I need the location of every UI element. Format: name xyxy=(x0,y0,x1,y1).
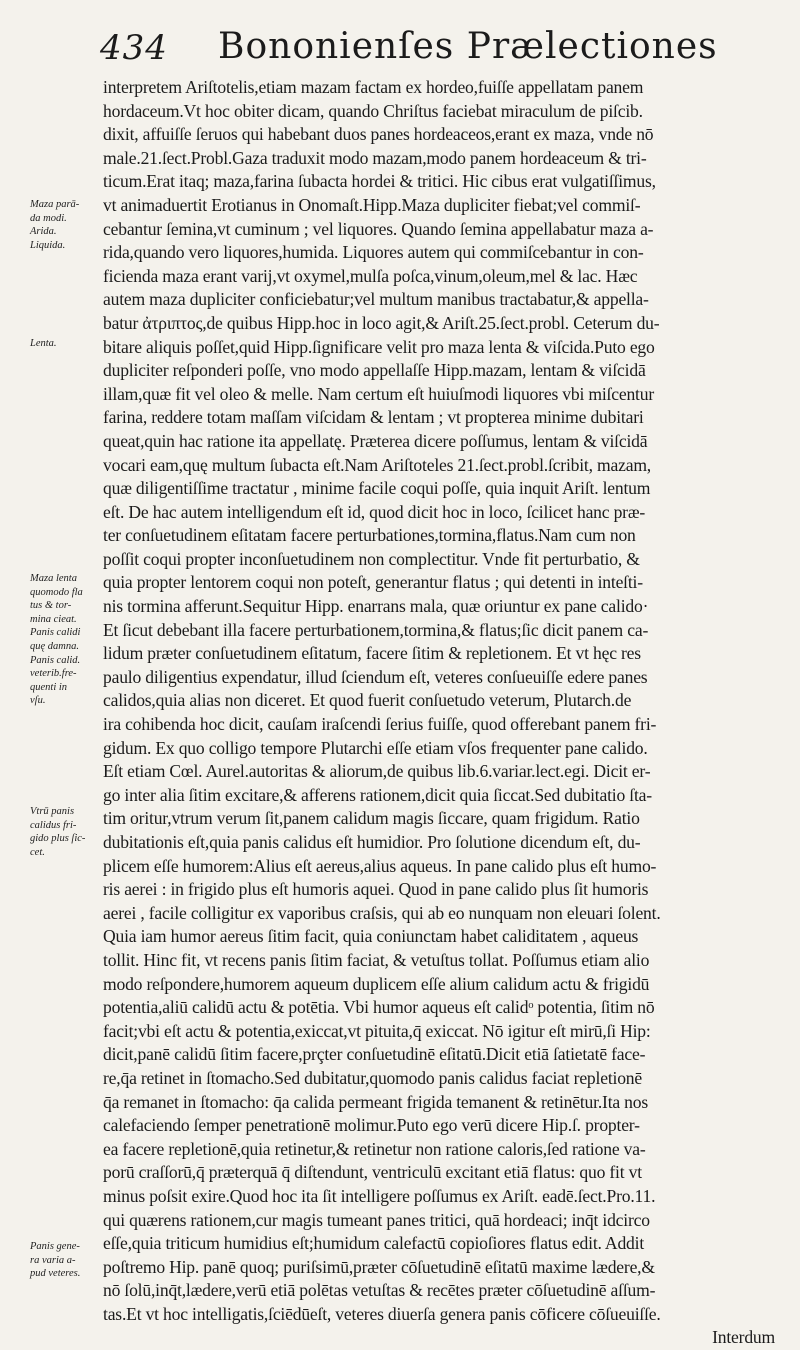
text-line: illam,quæ fit vel oleo & melle. Nam certum eſt huiuſmodi liquores vbi miſcentur xyxy=(103,383,654,404)
margin-note-line: Maza parā- xyxy=(30,199,80,210)
text-line: calefaciendo ſemper penetrationē molimur.Puto ego verū dicere Hip.ſ. propter- xyxy=(103,1115,640,1136)
text-line: rida,quando vero liquores,humida. Liquores autem qui commiſcebantur in con- xyxy=(103,242,644,263)
text-line: tollit. Hinc fit, vt recens panis ſitim faciat, & vetuſtus tollat. Poſſumus etiam alio xyxy=(103,949,650,970)
text-line: ea facere repletionē,quia retinetur,& retinetur non ratione caloris,ſed ratione va- xyxy=(103,1138,646,1159)
text-line: cebantur ſemina,vt cuminum ; vel liquores. Quando ſemina appellabatur maza a- xyxy=(103,218,654,239)
margin-note-line: Arida. xyxy=(30,226,57,238)
text-line: ira cohibenda hoc dicit, cauſam iraſcendi ſerius fuiſſe, quod offerebant panem fri- xyxy=(103,714,657,735)
margin-note-line: Liquida. xyxy=(30,239,66,251)
text-line: dupliciter reſponderi poſſe, vno modo appellaſſe Hipp.mazam, lentam & viſcidā xyxy=(103,360,646,381)
text-line: Et ſicut debebant illa facere perturbationem,tormina,& flatus;ſic dicit panem ca- xyxy=(103,619,649,640)
text-line: farina, reddere totam maſſam viſcidam & lentam ; vt propterea minime dubitari xyxy=(103,407,644,428)
text-line: ris aerei : in frigido plus eſt humoris aquei. Quod in pane calido plus ſit humoris xyxy=(103,879,649,900)
text-line: paulo diligentius expendatur, illud ſciendum eſt, veteres conſueuiſſe edere panes xyxy=(103,666,648,687)
catchword: Interdum xyxy=(712,1327,775,1348)
margin-note-line: quenti in xyxy=(30,681,68,693)
text-line: quæ diligentiſſime tractatur , minime facile coqui poſſe, quia inquit Ariſt. lentum xyxy=(103,478,651,499)
text-line: eſſe,quia triticum humidius eſt;humidum calefactū copioſiores flatus edit. Addit xyxy=(103,1233,645,1254)
margin-note-vtrum-panis xyxy=(30,805,98,859)
text-line: bitare aliquis poſſet,quid Hipp.ſignificare velit pro maza lenta & viſcida.Puto ego xyxy=(103,336,655,357)
text-line: aerei , facile colligitur ex vaporibus craſsis, qui ab eo nunquam non eleuari ſolent. xyxy=(103,902,661,923)
text-line: poſtremo Hip. panē quoq; puriſsimū,præter cōſuetudinē eſitatū maxime lædere,& xyxy=(103,1256,655,1277)
text-line: vocari eam,quę multum ſubacta eſt.Nam Ariſtoteles 21.ſect.probl.ſcribit, mazam, xyxy=(103,454,651,475)
margin-note-line: da modi. xyxy=(30,212,67,224)
page-number: 434 xyxy=(100,28,168,68)
margin-note-lenta xyxy=(30,337,98,351)
margin-note-line: gido plus ſic- xyxy=(30,833,86,845)
text-line: hordaceum.Vt hoc obiter dicam, quando Chriſtus faciebat miraculum de piſcib. xyxy=(103,100,643,121)
text-line: poſſit coqui propter inconſuetudinem non complectitur. Vnde fit perturbatio, & xyxy=(103,548,640,569)
text-line: ficienda maza erant varij,vt oxymel,mulſa poſca,vinum,oleum,mel & lac. Hæc xyxy=(103,265,638,286)
text-line: minus poſsit exire.Quod hoc ita ſit intelligere poſſumus ex Ariſt. eadē.ſect.Pro.11. xyxy=(103,1185,656,1206)
page-header xyxy=(100,22,780,74)
text-line: vt animaduertit Erotianus in Onomaſt.Hipp.Maza dupliciter fiebat;vel commiſ- xyxy=(103,194,641,215)
margin-note-maza-parandae xyxy=(30,198,98,252)
text-line: go inter alia ſitim excitare,& afferens rationem,dicit quia ſiccat.Sed dubitatio ſta- xyxy=(103,784,652,805)
text-line: queat,quin hac ratione ita appellatę. Præterea dicere poſſumus, lentam & viſcidā xyxy=(103,430,648,451)
text-line: calidos,quia alias non diceret. Et quod fuerit conſuetudo veterum, Plutarch.de xyxy=(103,690,632,711)
main-text-block xyxy=(103,76,783,1350)
text-line: porū craſſorū,q̄ præterquā q̄ diſtendunt, ventriculū excitant etiā flatus: quo fit vt xyxy=(103,1162,642,1183)
text-line: dicit,panē calidū ſitim facere,prçter conſuetudinē eſitatū.Dicit etiā ſatietatē face- xyxy=(103,1044,646,1065)
text-line: q̄a remanet in ſtomacho: q̄a calida permeant frigida temanent & retinētur.Ita nos xyxy=(103,1091,649,1112)
text-line: quia propter lentorem coqui non poteſt, generantur flatus ; qui detenti in inteſti- xyxy=(103,572,643,593)
margin-note-line: ra varia a- xyxy=(30,1254,76,1266)
margin-note-line: tus & tor- xyxy=(30,600,72,612)
margin-note-line: Panis calid. xyxy=(30,654,81,666)
text-line: gidum. Ex quo colligo tempore Plutarchi eſſe etiam vſos frequenter pane calido. xyxy=(103,737,648,758)
margin-note-line: quomodo fla xyxy=(30,586,83,598)
text-line: male.21.ſect.Probl.Gaza traduxit modo mazam,modo panem hordeaceum & tri- xyxy=(103,147,647,168)
text-line: tim oritur,vtrum verum ſit,panem calidum magis ſiccare, quam frigidum. Ratio xyxy=(103,808,640,829)
margin-note-line: Vtrū panis xyxy=(30,806,75,817)
text-line: interpretem Ariſtotelis,etiam mazam factam ex hordeo,fuiſſe appellatam panem xyxy=(103,77,644,97)
text-line: nō ſolū,inq̄t,lædere,verū etiā polētas vetuſtas & recētes præter cōſuetudinē aſſum- xyxy=(103,1280,656,1301)
text-line: lidum præter conſuetudinem eſitatum, facere ſitim & repletionem. Et vt hęc res xyxy=(103,643,641,664)
margin-note-line: Panis gene- xyxy=(30,1241,80,1252)
text-line: plicem eſſe humorem:Alius eſt aereus,alius aqueus. In pane calido plus eſt humo- xyxy=(103,855,657,876)
margin-note-line: vſu. xyxy=(30,695,46,707)
text-line: ter conſuetudinem eſitatam facere perturbationes,tormina,flatus.Nam cum non xyxy=(103,525,636,546)
text-line: autem maza dupliciter conficiebatur;vel multum manibus tractabatur,& appella- xyxy=(103,289,649,310)
text-line: potentia,aliū calidū actu & potētia. Vbi humor aqueus eſt calidᵒ potentia, ſitim nō xyxy=(103,997,655,1018)
margin-note-maza-lenta xyxy=(30,572,98,708)
margin-note-line: veterib.fre- xyxy=(30,668,77,680)
margin-note-panis-genera xyxy=(30,1240,98,1281)
margin-note-line: Maza lenta xyxy=(30,573,77,584)
text-line: batur ἀτριπτος,de quibus Hipp.hoc in loco agit,& Ariſt.25.ſect.probl. Ceterum du- xyxy=(103,312,660,333)
margin-note-line: cet. xyxy=(30,846,45,858)
text-line: ticum.Erat itaq; maza,farina ſubacta hordei & tritici. Hic cibus erat vulgatiſſimus, xyxy=(103,171,656,192)
text-line: tas.Et vt hoc intelligatis,ſciēdūeſt, veteres diuerſa genera panis cōficere cōſueuiſſe. xyxy=(103,1303,661,1324)
text-line: qui quærens rationem,cur magis tumeant panes tritici, quā hordeaci; inq̄t idcirco xyxy=(103,1209,650,1230)
margin-note-line: Lenta. xyxy=(30,338,57,349)
text-line: Quia iam humor aereus ſitim facit, quia coniunctam habet caliditatem , aqueus xyxy=(103,926,639,947)
margin-note-line: pud veteres. xyxy=(30,1268,81,1280)
text-line: eſt. De hac autem intelligendum eſt id, quod dicit hoc in loco, ſcilicet hanc præ- xyxy=(103,501,646,522)
text-line: dixit, affuiſſe ſeruos qui habebant duos panes hordeaceos,erant ex maza, vnde nō xyxy=(103,124,654,145)
text-line: modo reſpondere,humorem aqueum duplicem eſſe alium calidum actu & frigidū xyxy=(103,973,650,994)
text-line: dubitationis eſt,quia panis calidus eſt humidior. Pro ſolutione dicendum eſt, du- xyxy=(103,832,641,852)
margin-note-line: quę damna. xyxy=(30,640,79,652)
text-line: re,q̄a retinet in ſtomacho.Sed dubitatur,quomodo panis calidus faciat repletionē xyxy=(103,1067,642,1088)
margin-note-line: Panis calidi xyxy=(30,627,81,639)
margin-note-line: mina cieat. xyxy=(30,613,77,625)
margin-note-line: calidus fri- xyxy=(30,819,77,831)
text-line: facit;vbi eſt actu & potentia,exiccat,vt pituita,q̄ exiccat. Nō igitur eſt mirū,ſi Hip: xyxy=(103,1020,651,1041)
text-line: Eſt etiam Cœl. Aurel.autoritas & aliorum,de quibus lib.6.variar.lect.egi. Dicit er- xyxy=(103,761,651,782)
running-title: Bononienſes Prælectiones xyxy=(218,26,718,67)
text-line: nis tormina afferunt.Sequitur Hipp. enarrans mala, quæ oriuntur ex pane calido· xyxy=(103,596,649,617)
